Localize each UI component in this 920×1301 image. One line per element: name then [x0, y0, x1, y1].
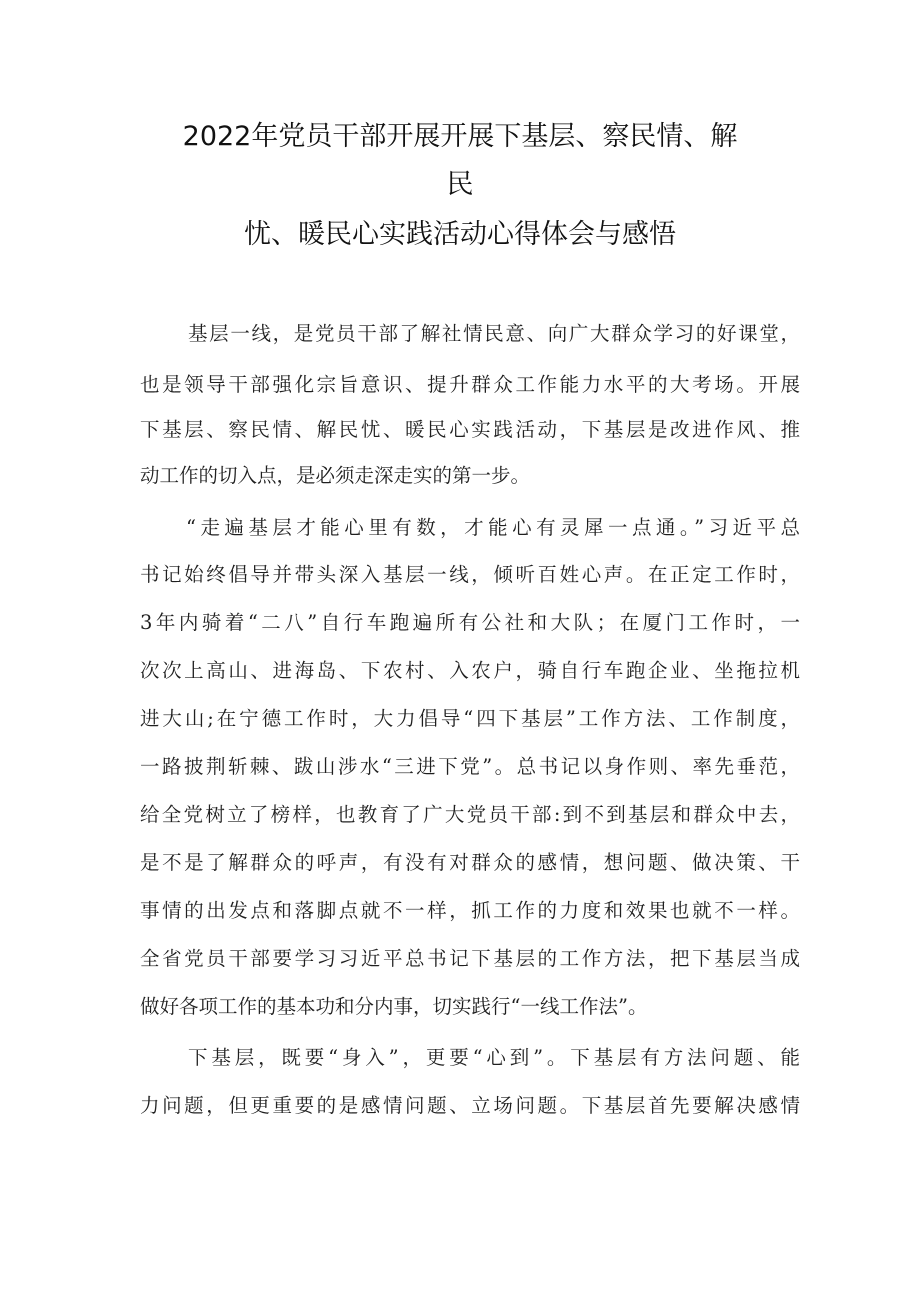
paragraph-2-line: 3年内骑着“二八”自行车跑遍所有公社和大队；在厦门工作时，一	[140, 611, 800, 634]
paragraph-2-line: 是不是了解群众的呼声，有没有对群众的感情，想问题、做决策、干	[140, 851, 800, 874]
paragraph-2-line: 一路披荆斩棘、跋山涉水“三进下党”。总书记以身作则、率先垂范，	[140, 755, 800, 778]
paragraph-2-line: 次次上高山、进海岛、下农村、入农户，骑自行车跑企业、坐拖拉机	[140, 659, 800, 682]
paragraph-2-line: 书记始终倡导并带头深入基层一线，倾听百姓心声。在正定工作时，	[140, 563, 800, 586]
document-title-line-2: 民	[446, 169, 474, 200]
paragraph-2-line: 给全党树立了榜样，也教育了广大党员干部:到不到基层和群众中去，	[140, 803, 800, 826]
paragraph-2-line: 进大山;在宁德工作时，大力倡导“四下基层”工作方法、工作制度，	[140, 707, 800, 730]
paragraph-2-line: 做好各项工作的基本功和分内事，切实践行“一线工作法”。	[140, 995, 648, 1018]
paragraph-3-line: 力问题，但更重要的是感情问题、立场问题。下基层首先要解决感情	[140, 1094, 800, 1117]
paragraph-3-line: 下基层，既要“身入”，更要“心到”。下基层有方法问题、能	[188, 1046, 800, 1069]
paragraph-2-line: 事情的出发点和落脚点就不一样，抓工作的力度和效果也就不一样。	[140, 899, 800, 922]
paragraph-2-line: 全省党员干部要学习习近平总书记下基层的工作方法，把下基层当成	[140, 947, 800, 970]
paragraph-1-line: 下基层、察民情、解民忧、暖民心实践活动，下基层是改进作风、推	[140, 418, 800, 441]
paragraph-2-line: “走遍基层才能心里有数，才能心有灵犀一点通。”习近平总	[186, 516, 800, 539]
paragraph-1-line: 基层一线，是党员干部了解社情民意、向广大群众学习的好课堂，	[188, 322, 800, 345]
document-title-line-1: 2022年党员干部开展开展下基层、察民情、解	[182, 121, 738, 152]
paragraph-1-line: 动工作的切入点，是必须走深走实的第一步。	[140, 464, 531, 487]
paragraph-1-line: 也是领导干部强化宗旨意识、提升群众工作能力水平的大考场。开展	[140, 373, 800, 396]
document-title-line-3: 忧、暖民心实践活动心得体会与感悟	[244, 219, 676, 250]
